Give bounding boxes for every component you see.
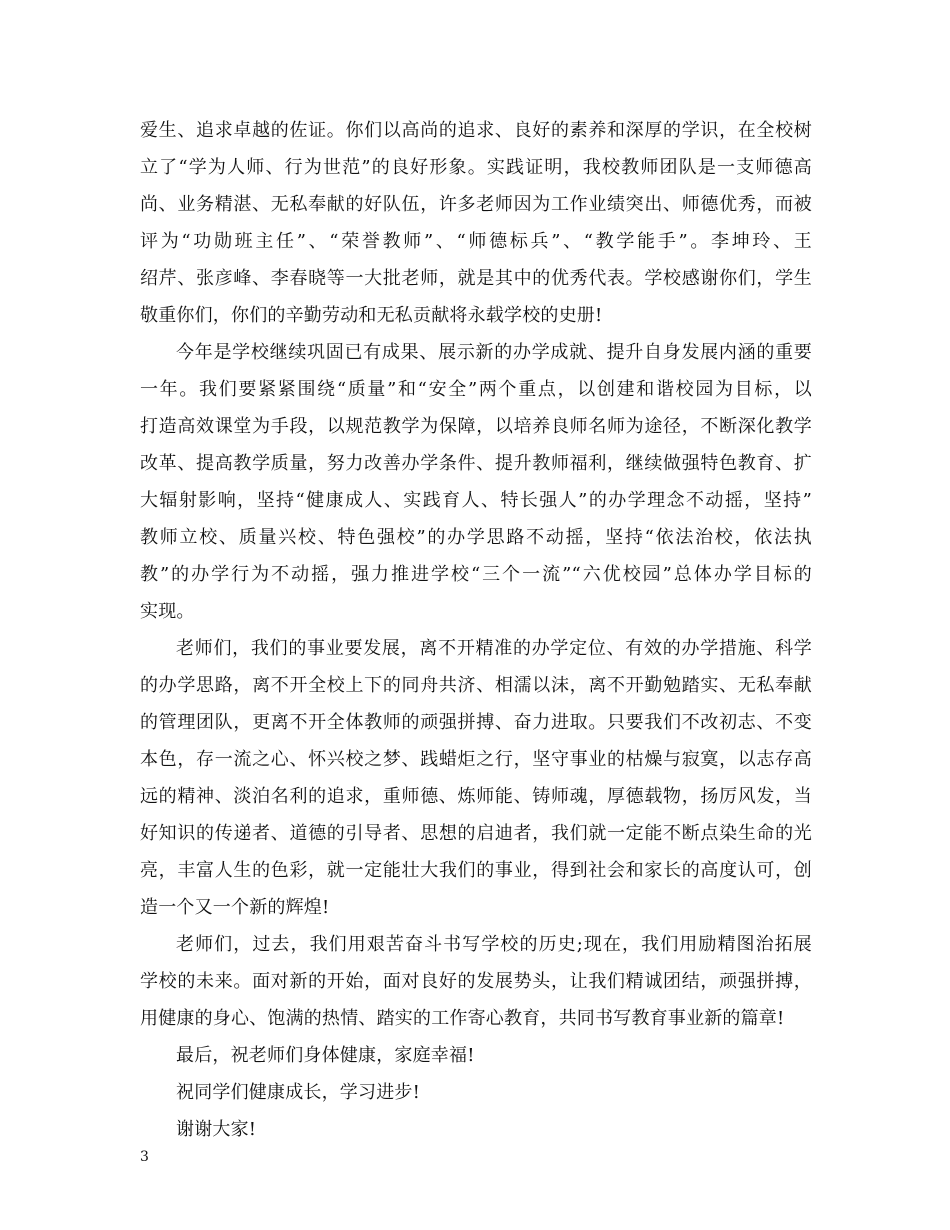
text-line: 打造高效课堂为手段，以规范教学为保障，以培养良师名师为途径，不断深化教学: [140, 416, 812, 437]
document-body: [140, 112, 812, 1148]
text-line: 立了“学为人师、行为世范”的良好形象。实践证明，我校教师团队是一支师德高: [140, 157, 812, 178]
text-line: 爱生、追求卓越的佐证。你们以高尚的追求、良好的素养和深厚的学识，在全校树: [140, 120, 812, 141]
text-line: 敬重你们，你们的辛勤劳动和无私贡献将永载学校的史册!: [140, 305, 603, 326]
text-line: 造一个又一个新的辉煌!: [140, 897, 330, 918]
text-line: 大辐射影响，坚持“健康成人、实践育人、特长强人”的办学理念不动摇，坚持”: [140, 490, 812, 511]
text-line: 改革、提高教学质量，努力改善办学条件、提升教师福利，继续做强特色教育、扩: [140, 453, 812, 474]
text-line: 老师们，我们的事业要发展，离不开精准的办学定位、有效的办学措施、科学: [176, 638, 812, 659]
text-line: 学校的未来。面对新的开始，面对良好的发展势头，让我们精诚团结，顽强拼搏，: [140, 971, 812, 992]
text-line: 教师立校、质量兴校、特色强校”的办学思路不动摇，坚持“依法治校，依法执: [140, 527, 812, 548]
text-line: 好知识的传递者、道德的引导者、思想的启迪者，我们就一定能不断点染生命的光: [140, 823, 812, 844]
text-line: 今年是学校继续巩固已有成果、展示新的办学成就、提升自身发展内涵的重要: [176, 342, 812, 363]
text-line: 远的精神、淡泊名利的追求，重师德、炼师能、铸师魂，厚德载物，扬厉风发，当: [140, 786, 812, 807]
text-line: 本色，存一流之心、怀兴校之梦、践蜡炬之行，坚守事业的枯燥与寂寞，以志存高: [140, 749, 812, 770]
text-line: 实现。: [140, 601, 195, 622]
text-line: 谢谢大家!: [176, 1119, 257, 1140]
text-line: 最后，祝老师们身体健康，家庭幸福!: [176, 1045, 475, 1066]
text-line: 评为“功勋班主任”、“荣誉教师”、“师德标兵”、“教学能手”。李坤玲、王: [140, 231, 812, 252]
text-line: 的办学思路，离不开全校上下的同舟共济、相濡以沫，离不开勤勉踏实、无私奉献: [140, 675, 812, 696]
text-line: 老师们，过去，我们用艰苦奋斗书写学校的历史;现在，我们用励精图治拓展: [176, 934, 812, 955]
text-line: 用健康的身心、饱满的热情、踏实的工作寄心教育，共同书写教育事业新的篇章!: [140, 1008, 785, 1029]
text-line: 尚、业务精湛、无私奉献的好队伍，许多老师因为工作业绩突出、师德优秀，而被: [140, 194, 812, 215]
text-line: 教”的办学行为不动摇，强力推进学校“三个一流”“六优校园”总体办学目标的: [140, 564, 812, 585]
text-line: 绍芹、张彦峰、李春晓等一大批老师，就是其中的优秀代表。学校感谢你们，学生: [140, 268, 812, 289]
text-line: 亮，丰富人生的色彩，就一定能壮大我们的事业，得到社会和家长的高度认可，创: [140, 860, 812, 881]
text-line: 的管理团队，更离不开全体教师的顽强拼搏、奋力进取。只要我们不改初志、不变: [140, 712, 812, 733]
page-number: 3: [140, 1149, 149, 1165]
text-line: 祝同学们健康成长，学习进步!: [176, 1082, 421, 1103]
text-line: 一年。我们要紧紧围绕“质量”和“安全”两个重点，以创建和谐校园为目标，以: [140, 379, 812, 400]
